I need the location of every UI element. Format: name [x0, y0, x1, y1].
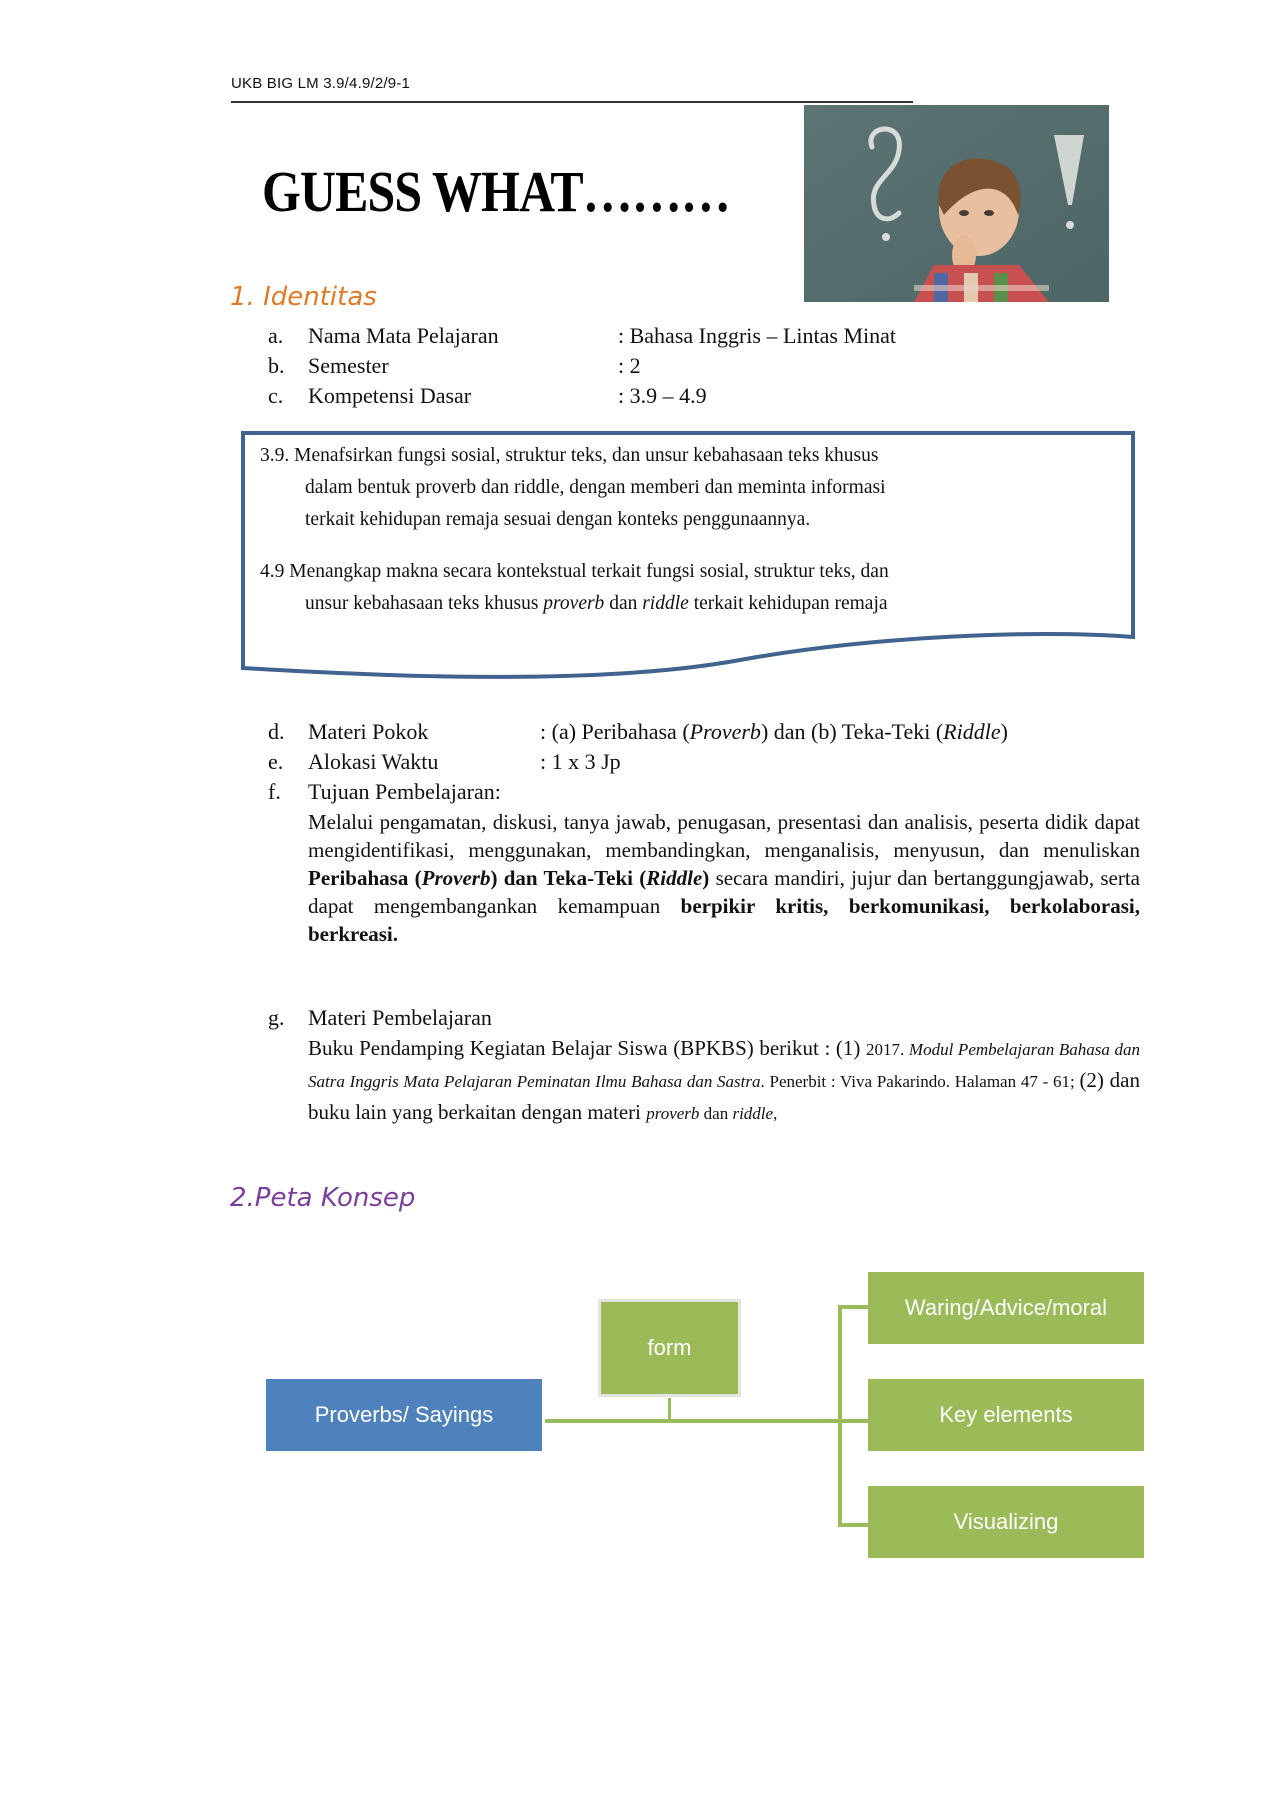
tujuan-bold-italic: Proverb [421, 866, 491, 890]
tujuan-bold-italic: Riddle [646, 866, 703, 890]
tujuan-bold: ) dan Teka-Teki ( [490, 866, 647, 890]
item-label: Materi Pembelajaran [308, 1005, 492, 1030]
value-italic: Riddle [943, 719, 1001, 744]
connector-form [668, 1398, 671, 1420]
ref-text: Buku Pendamping Kegiatan Belajar Siswa (BPKBS) berikut : (1) [308, 1036, 867, 1060]
item-value: : Bahasa Inggris – Lintas Minat [618, 323, 897, 348]
item-value: : 2 [618, 353, 641, 378]
item-letter: d. [268, 719, 285, 744]
item-value: : 3.9 – 4.9 [618, 383, 707, 408]
value-italic: Proverb [689, 719, 761, 744]
value-segment: : (a) Peribahasa ( [540, 719, 690, 744]
concept-node-leaf-key-elements: Key elements [868, 1379, 1144, 1451]
kd-3-9-line3: terkait kehidupan remaja sesuai dengan konteks penggunaannya. [305, 509, 811, 530]
section-heading-peta-konsep: 2.Peta Konsep [230, 1183, 416, 1213]
ref-book-title: Modul Pembelajaran Bahasa dan Satra Inggris Mata Pelajaran Peminatan Ilmu Bahasa dan Sastra [308, 1040, 1140, 1091]
tujuan-text: Melalui pengamatan, diskusi, tanya jawab, penugasan, presentasi dan analisis, peserta didik dapat mengidentifikasi, menggunakan, membandingkan, menganalisis, menyusun, dan menuliskan [308, 810, 1140, 862]
header-rule [231, 101, 913, 103]
thinking-boy-photo [804, 105, 1109, 302]
identity-row-materi-pembelajaran [268, 1003, 1148, 1033]
ref-year: 2017. [866, 1040, 909, 1059]
materi-reference [308, 1033, 1140, 1129]
connector-leaf-1 [838, 1305, 868, 1309]
kd-text-segment: terkait kehidupan remaja [688, 593, 888, 614]
tujuan-paragraph [308, 808, 1140, 948]
connector-leaf-3 [838, 1523, 868, 1527]
item-letter: c. [268, 383, 284, 408]
item-label: Nama Mata Pelajaran [308, 323, 499, 348]
kd-italic-riddle: riddle [642, 593, 689, 614]
ref-italic: riddle [732, 1104, 774, 1123]
identity-row-kompetensi [268, 381, 1068, 411]
item-value [540, 717, 1008, 747]
identity-row-subject [268, 321, 1068, 351]
item-letter: f. [268, 779, 281, 804]
concept-node-form: form [601, 1302, 738, 1394]
kd-text-segment: dan [604, 593, 643, 614]
ref-publisher: . Penerbit : Viva Pakarindo. Halaman 47 - 61; [760, 1072, 1080, 1091]
page-title: GUESS WHAT……… [262, 159, 730, 224]
identity-row-semester [268, 351, 1068, 381]
tujuan-bold-skills: berpikir kritis, berkomunikasi, berkolaborasi, berkreasi. [308, 894, 1140, 946]
connector-leaf-2 [838, 1419, 868, 1423]
kd-italic-proverb: proverb [543, 593, 605, 614]
kd-text-segment: unsur kebahasaan teks khusus [305, 593, 544, 614]
value-segment: ) [1000, 719, 1008, 744]
item-label: Materi Pokok [308, 719, 429, 744]
identity-row-tujuan [268, 777, 1148, 807]
value-segment: ) dan (b) Teka-Teki ( [760, 719, 944, 744]
concept-node-leaf-visualizing: Visualizing [868, 1486, 1144, 1558]
item-letter: b. [268, 353, 285, 378]
item-letter: g. [268, 1005, 285, 1030]
ref-italic: proverb [646, 1104, 700, 1123]
kd-4-9-line1: 4.9 Menangkap makna secara kontekstual terkait fungsi sosial, struktur teks, dan [260, 561, 889, 582]
tujuan-bold: Peribahasa ( [308, 866, 422, 890]
concept-node-root: Proverbs/ Sayings [266, 1379, 542, 1451]
kd-3-9-line2: dalam bentuk proverb dan riddle, dengan memberi dan meminta informasi [305, 477, 886, 498]
kd-3-9-text [260, 440, 1110, 536]
item-label: Alokasi Waktu [308, 749, 439, 774]
section-heading-identitas: 1. Identitas [230, 282, 377, 312]
kd-4-9-line2 [260, 588, 1110, 620]
ref-text: (2) dan buku lain yang berkaitan dengan materi [308, 1068, 1140, 1124]
item-letter: e. [268, 749, 284, 774]
tujuan-text: secara mandiri, jujur dan bertanggungjawab, serta dapat mengembangankan kemampuan [308, 866, 1141, 918]
item-label: Kompetensi Dasar [308, 383, 472, 408]
concept-node-leaf-warning: Waring/Advice/moral [868, 1272, 1144, 1344]
photo-illustration-icon [804, 105, 1109, 302]
identity-row-alokasi-waktu [268, 747, 1148, 777]
kd-3-9-line1: 3.9. Menafsirkan fungsi sosial, struktur teks, dan unsur kebahasaan teks khusus [260, 445, 879, 466]
tujuan-bold: ) [702, 866, 710, 890]
identity-row-materi-pokok [268, 717, 1148, 747]
connector-vertical [838, 1305, 842, 1526]
item-letter: a. [268, 323, 284, 348]
item-label: Tujuan Pembelajaran: [308, 779, 501, 804]
kd-4-9-text [260, 556, 1110, 620]
ref-text: , [773, 1104, 778, 1123]
item-value: : 1 x 3 Jp [540, 749, 621, 774]
kompetensi-dasar-box [240, 430, 1136, 685]
connector-main [545, 1419, 840, 1423]
ref-text: dan [699, 1104, 733, 1123]
document-code-header: UKB BIG LM 3.9/4.9/2/9-1 [231, 75, 411, 92]
item-label: Semester [308, 353, 389, 378]
